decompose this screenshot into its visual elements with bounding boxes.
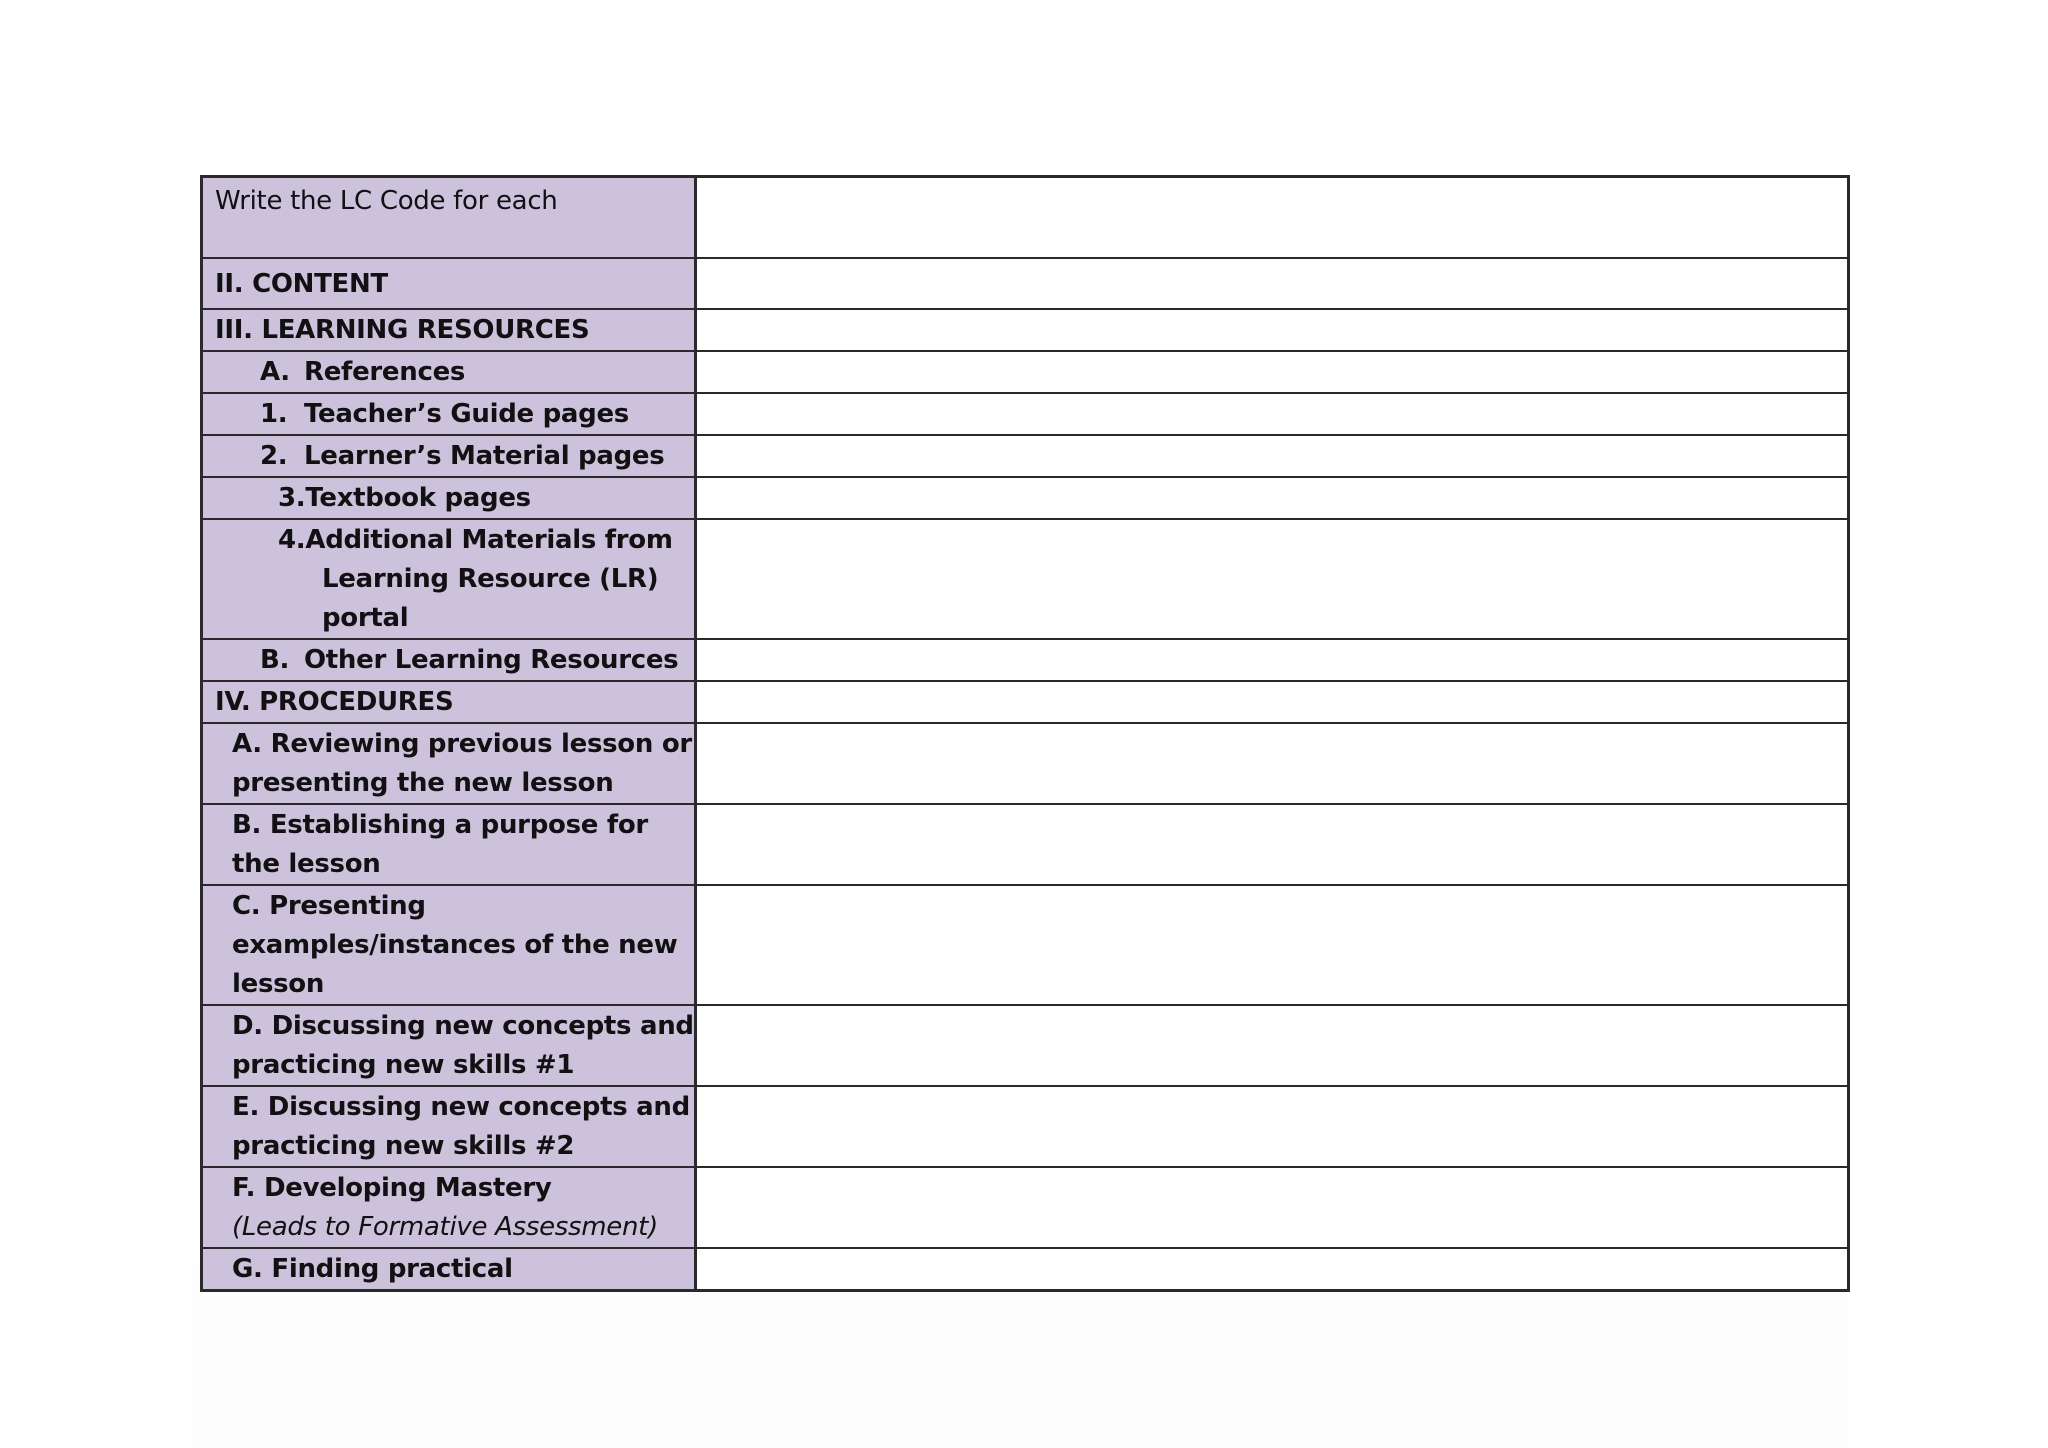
row-value-cell[interactable]	[696, 177, 1849, 258]
table-row	[202, 885, 1849, 1005]
label-text: D. Discussing new concepts and	[232, 1010, 694, 1041]
table-row	[202, 435, 1849, 477]
row-label	[202, 723, 696, 804]
label-text: Write the LC Code for each	[215, 186, 558, 216]
table-row	[202, 1086, 1849, 1167]
label-text: C. Presenting	[232, 890, 426, 921]
label-text: examples/instances of the new	[232, 929, 678, 960]
row-value-cell[interactable]	[696, 519, 1849, 639]
row-label	[202, 435, 696, 477]
row-value-cell[interactable]	[696, 885, 1849, 1005]
table-row	[202, 681, 1849, 723]
row-value-cell[interactable]	[696, 1005, 1849, 1086]
label-text: E. Discussing new concepts and	[232, 1091, 690, 1122]
table-row	[202, 519, 1849, 639]
row-value-cell[interactable]	[696, 1086, 1849, 1167]
label-text: practicing new skills #2	[232, 1130, 575, 1161]
row-label	[202, 177, 696, 258]
label-text: presenting the new lesson	[232, 767, 614, 798]
label-text: Learner’s Material pages	[304, 440, 665, 471]
row-label	[202, 351, 696, 393]
row-value-cell[interactable]	[696, 393, 1849, 435]
row-label	[202, 519, 696, 639]
label-text: References	[304, 356, 466, 387]
table-row	[202, 177, 1849, 258]
table-row	[202, 258, 1849, 309]
row-label	[202, 309, 696, 351]
table-row	[202, 1248, 1849, 1291]
section-heading: II. CONTENT	[215, 268, 388, 299]
label-text: Additional Materials from	[305, 524, 673, 555]
label-text: practicing new skills #1	[232, 1049, 575, 1080]
row-value-cell[interactable]	[696, 639, 1849, 681]
row-label	[202, 1086, 696, 1167]
label-text: Textbook pages	[305, 482, 531, 513]
row-label	[202, 885, 696, 1005]
item-marker: 3.	[278, 482, 306, 513]
label-text: Other Learning Resources	[304, 644, 679, 675]
label-text: Teacher’s Guide pages	[304, 398, 629, 429]
row-value-cell[interactable]	[696, 723, 1849, 804]
row-value-cell[interactable]	[696, 681, 1849, 723]
label-note: (Leads to Formative Assessment)	[232, 1211, 658, 1242]
table-row	[202, 1005, 1849, 1086]
row-value-cell[interactable]	[696, 1167, 1849, 1248]
row-label	[202, 639, 696, 681]
row-label	[202, 804, 696, 885]
row-value-cell[interactable]	[696, 477, 1849, 519]
item-marker: B.	[260, 644, 290, 675]
row-value-cell[interactable]	[696, 1248, 1849, 1291]
row-value-cell[interactable]	[696, 435, 1849, 477]
item-marker: 2.	[260, 440, 288, 471]
item-marker: 4.	[278, 524, 306, 555]
table-row	[202, 723, 1849, 804]
table-row	[202, 1167, 1849, 1248]
label-text: F. Developing Mastery	[232, 1172, 552, 1203]
row-label	[202, 393, 696, 435]
section-heading: III. LEARNING RESOURCES	[215, 314, 590, 345]
table-row	[202, 477, 1849, 519]
table-row	[202, 804, 1849, 885]
table-row	[202, 393, 1849, 435]
row-label	[202, 258, 696, 309]
label-text: B. Establishing a purpose for	[232, 809, 648, 840]
row-label	[202, 477, 696, 519]
row-label	[202, 1005, 696, 1086]
item-marker: A.	[260, 356, 290, 387]
label-text: Learning Resource (LR)	[322, 563, 659, 594]
label-text: A. Reviewing previous lesson or	[232, 728, 692, 759]
row-value-cell[interactable]	[696, 258, 1849, 309]
label-text: G. Finding practical	[232, 1253, 513, 1284]
row-label	[202, 1248, 696, 1291]
label-text: the lesson	[232, 848, 381, 879]
row-value-cell[interactable]	[696, 309, 1849, 351]
row-value-cell[interactable]	[696, 804, 1849, 885]
table-row	[202, 639, 1849, 681]
row-value-cell[interactable]	[696, 351, 1849, 393]
table-row	[202, 351, 1849, 393]
row-label	[202, 681, 696, 723]
item-marker: 1.	[260, 398, 288, 429]
lesson-plan-table	[200, 175, 1850, 1292]
label-text: portal	[322, 602, 409, 633]
label-text: lesson	[232, 968, 325, 999]
row-label	[202, 1167, 696, 1248]
table-row	[202, 309, 1849, 351]
section-heading: IV. PROCEDURES	[215, 686, 454, 717]
